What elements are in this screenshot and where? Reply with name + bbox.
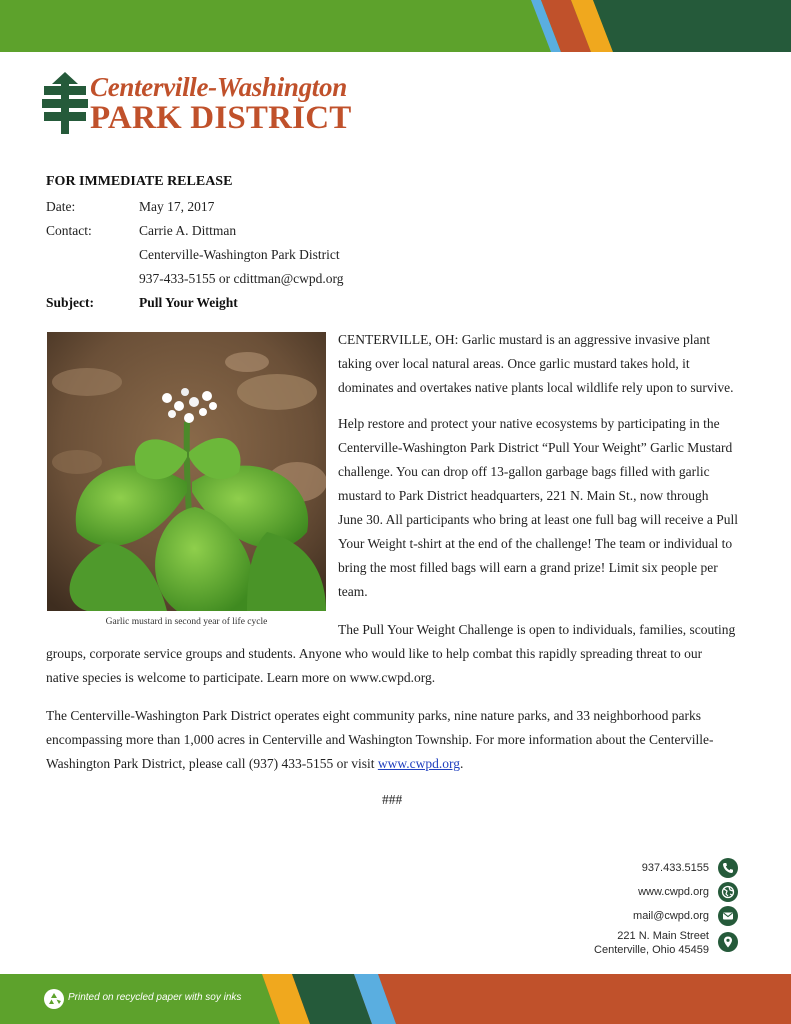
paragraph-line: groups, corporate service groups and students. Anyone who would like to help combat this rapidly spreading threat to our — [46, 646, 703, 661]
paragraph-line: encompassing more than 1,000 acres in Centerville and Washington Township. For more information about the Centerville- — [46, 732, 714, 747]
paragraph-line: Help restore and protect your native ecosystems by participating in the — [338, 416, 720, 431]
mail-icon — [718, 906, 738, 926]
about-end: . — [459, 756, 464, 771]
location-pin-icon — [718, 932, 738, 952]
release-heading: FOR IMMEDIATE RELEASE — [46, 174, 233, 189]
logo-title-line1: Centerville-Washington — [90, 72, 347, 102]
contact-email[interactable]: mail@cwpd.org — [633, 910, 709, 922]
paragraph-line: The Centerville-Washington Park District operates eight community parks, nine nature parks, and 33 neighborhood parks — [46, 708, 702, 723]
paragraph-line: CENTERVILLE, OH: Garlic mustard is an aggressive invasive plant — [338, 332, 710, 347]
paragraph-intro — [338, 328, 748, 400]
park-district-logo — [42, 72, 382, 138]
website-link[interactable]: www.cwpd.org — [377, 756, 460, 771]
paragraph-about — [46, 704, 746, 776]
garlic-mustard-photo — [47, 332, 326, 611]
logo-title-line2: PARK DISTRICT — [90, 100, 352, 136]
contact-label: Contact: — [46, 223, 92, 238]
subject-label: Subject: — [46, 295, 94, 310]
contact-phone: 937.433.5155 — [641, 862, 709, 874]
recycle-icon — [44, 989, 64, 1009]
paragraph-challenge — [338, 412, 748, 604]
banner-stripes — [531, 0, 791, 52]
paragraph-line: Your Weight t-shirt at the end of the challenge! The team or individual to — [338, 536, 733, 551]
paragraph-line: bring the most filled bags will earn a grand prize! Limit six people per — [338, 560, 718, 575]
contact-org: Centerville-Washington Park District — [139, 247, 340, 262]
paragraph-line: challenge. You can drop off 13-gallon garbage bags filled with garlic — [338, 464, 710, 479]
paragraph-line: taking over local natural areas. Once garlic mustard takes hold, it — [338, 356, 690, 371]
subject-value: Pull Your Weight — [139, 295, 238, 310]
phone-icon — [718, 858, 738, 878]
paragraph-line: mustard to Park District headquarters, 221 N. Main St., now through — [338, 488, 709, 503]
contact-address-line1: 221 N. Main Street — [617, 930, 709, 942]
globe-icon — [718, 882, 738, 902]
contact-website[interactable]: www.cwpd.org — [638, 886, 709, 898]
photo-caption: Garlic mustard in second year of life cycle — [105, 617, 268, 627]
paragraph-open — [46, 642, 746, 690]
contact-address-line2: Centerville, Ohio 45459 — [594, 944, 709, 956]
top-banner — [0, 0, 791, 52]
about-text: Washington Park District, please call (937) 433-5155 or visit — [46, 756, 378, 771]
contact-info: 937-433-5155 or cdittman@cwpd.org — [139, 271, 344, 286]
paragraph-line — [46, 752, 746, 776]
footer-note: Printed on recycled paper with soy inks — [68, 992, 242, 1003]
paragraph-line: June 30. All participants who bring at least one full bag will receive a Pull — [338, 512, 739, 527]
paragraph-line: Centerville-Washington Park District “Pull Your Weight” Garlic Mustard — [338, 440, 733, 455]
date-value: May 17, 2017 — [139, 199, 215, 214]
contact-name: Carrie A. Dittman — [139, 223, 237, 238]
date-label: Date: — [46, 199, 76, 214]
end-mark: ### — [382, 792, 403, 807]
paragraph-line: native species is welcome to participate. Learn more on www.cwpd.org. — [46, 670, 436, 685]
paragraph-open-line1: The Pull Your Weight Challenge is open to individuals, families, scouting — [338, 622, 736, 637]
pine-tree-icon — [42, 72, 88, 134]
paragraph-line: dominates and overtakes native plants local wildlife rely upon to survive. — [338, 380, 734, 395]
paragraph-line: team. — [338, 584, 368, 599]
